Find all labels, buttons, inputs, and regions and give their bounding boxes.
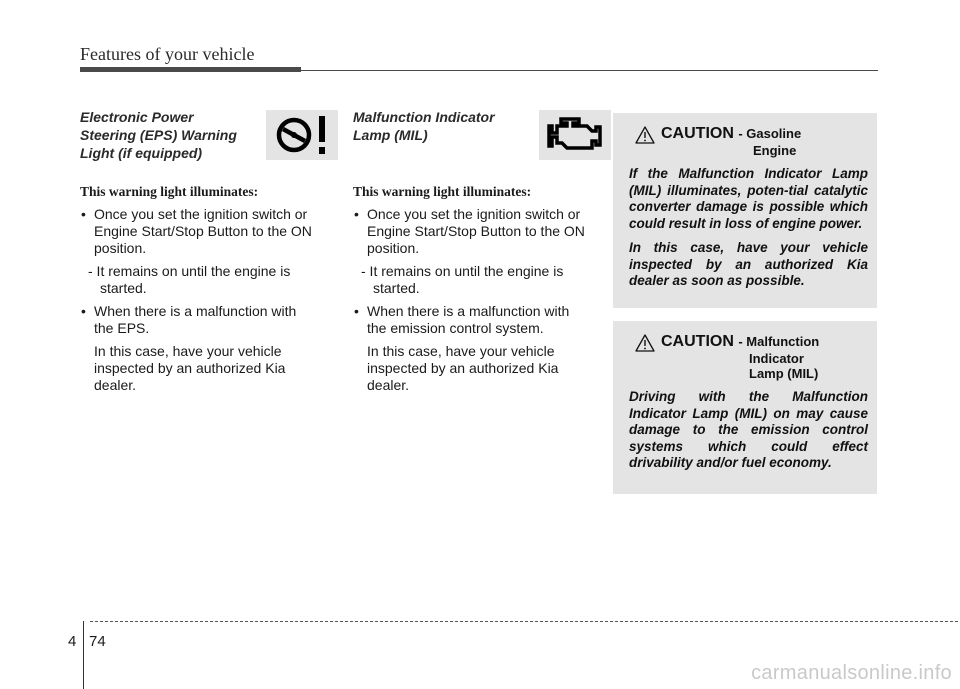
eps-intro: This warning light illuminates: bbox=[80, 184, 259, 199]
mil-sub-line: - It remains on until the engine is bbox=[361, 263, 564, 279]
eps-note-line: dealer. bbox=[94, 377, 137, 393]
eps-sub-line: - It remains on until the engine is bbox=[88, 263, 291, 279]
caution-subtitle-cont: Engine bbox=[753, 143, 797, 158]
caution-subtitle-cont: Indicator bbox=[749, 351, 804, 366]
mil-section-header bbox=[353, 108, 611, 184]
eps-sub-1 bbox=[80, 263, 338, 297]
caution-word: CAUTION bbox=[661, 125, 734, 142]
mil-section bbox=[353, 108, 611, 400]
eps-section-title bbox=[80, 108, 260, 162]
eps-note bbox=[80, 343, 338, 394]
mil-sub-1 bbox=[353, 263, 611, 297]
eps-bullet-2 bbox=[80, 303, 338, 337]
warning-triangle-icon bbox=[635, 126, 655, 144]
eps-bullet-1 bbox=[80, 206, 338, 257]
eps-section bbox=[80, 108, 338, 400]
mil-sub-line: started. bbox=[373, 280, 420, 296]
footer-divider bbox=[83, 621, 84, 689]
mil-bullet-2-line: the emission control system. bbox=[367, 320, 544, 336]
eps-title-line-2: Steering (EPS) Warning bbox=[80, 127, 237, 143]
caution-box-gasoline bbox=[613, 113, 877, 308]
eps-note-line: In this case, have your vehicle bbox=[94, 343, 282, 359]
mil-bullet-1-line: Engine Start/Stop Button to the ON bbox=[367, 223, 585, 239]
mil-note bbox=[353, 343, 611, 394]
mil-note-line: In this case, have your vehicle bbox=[367, 343, 555, 359]
warning-triangle-icon bbox=[635, 334, 655, 352]
caution-box-mil bbox=[613, 321, 877, 494]
mil-title-line-2: Lamp (MIL) bbox=[353, 127, 428, 143]
eps-bullet-1-line: • Once you set the ignition switch or bbox=[94, 206, 308, 222]
mil-bullet-2 bbox=[353, 303, 611, 337]
mil-title-line-1: Malfunction Indicator bbox=[353, 109, 495, 125]
mil-intro: This warning light illuminates: bbox=[353, 184, 532, 199]
caution-word: CAUTION bbox=[661, 333, 734, 350]
eps-section-header bbox=[80, 108, 338, 184]
eps-title-line-3: Light (if equipped) bbox=[80, 145, 203, 161]
engine-check-icon bbox=[539, 110, 611, 160]
page-number: 74 bbox=[89, 633, 106, 650]
mil-body bbox=[353, 206, 611, 394]
mil-bullet-1 bbox=[353, 206, 611, 257]
chapter-number: 4 bbox=[68, 633, 77, 650]
eps-body bbox=[80, 206, 338, 394]
steering-warning-icon bbox=[266, 110, 338, 160]
page-header-title: Features of your vehicle bbox=[80, 44, 255, 64]
watermark: carmanualsonline.info bbox=[751, 662, 952, 684]
caution-text: Driving with the Malfunction Indicator Lamp (MIL) on may cause damage to the emission control systems which could effect drivability and/or fuel economy. bbox=[629, 389, 868, 470]
eps-sub-line: started. bbox=[100, 280, 147, 296]
header-rule bbox=[80, 70, 878, 71]
mil-bullet-2-line: • When there is a malfunction with bbox=[367, 303, 570, 319]
eps-note-line: inspected by an authorized Kia bbox=[94, 360, 286, 376]
caution-subtitle: - Malfunction bbox=[738, 334, 820, 349]
mil-note-line: inspected by an authorized Kia bbox=[367, 360, 559, 376]
mil-bullet-1-line: • Once you set the ignition switch or bbox=[367, 206, 581, 222]
eps-bullet-1-line: Engine Start/Stop Button to the ON bbox=[94, 223, 312, 239]
mil-note-line: dealer. bbox=[367, 377, 410, 393]
footer-rule bbox=[90, 621, 958, 623]
caution-heading bbox=[629, 333, 868, 381]
caution-subtitle-cont: Lamp (MIL) bbox=[749, 366, 819, 381]
eps-bullet-1-line: position. bbox=[94, 240, 147, 256]
eps-bullet-2-line: • When there is a malfunction with bbox=[94, 303, 297, 319]
caution-text: In this case, have your vehicle inspected by an authorized Kia dealer as soon as possible. bbox=[629, 240, 868, 288]
eps-bullet-2-line: the EPS. bbox=[94, 320, 150, 336]
mil-bullet-1-line: position. bbox=[367, 240, 420, 256]
caution-subtitle: - Gasoline bbox=[738, 126, 802, 141]
mil-section-title bbox=[353, 108, 533, 144]
caution-text: If the Malfunction Indicator Lamp (MIL) illuminates, poten-tial catalytic converter damage is possible which could result in loss of engine power. bbox=[629, 166, 868, 231]
caution-heading bbox=[629, 125, 868, 158]
eps-title-line-1: Electronic Power bbox=[80, 109, 194, 125]
